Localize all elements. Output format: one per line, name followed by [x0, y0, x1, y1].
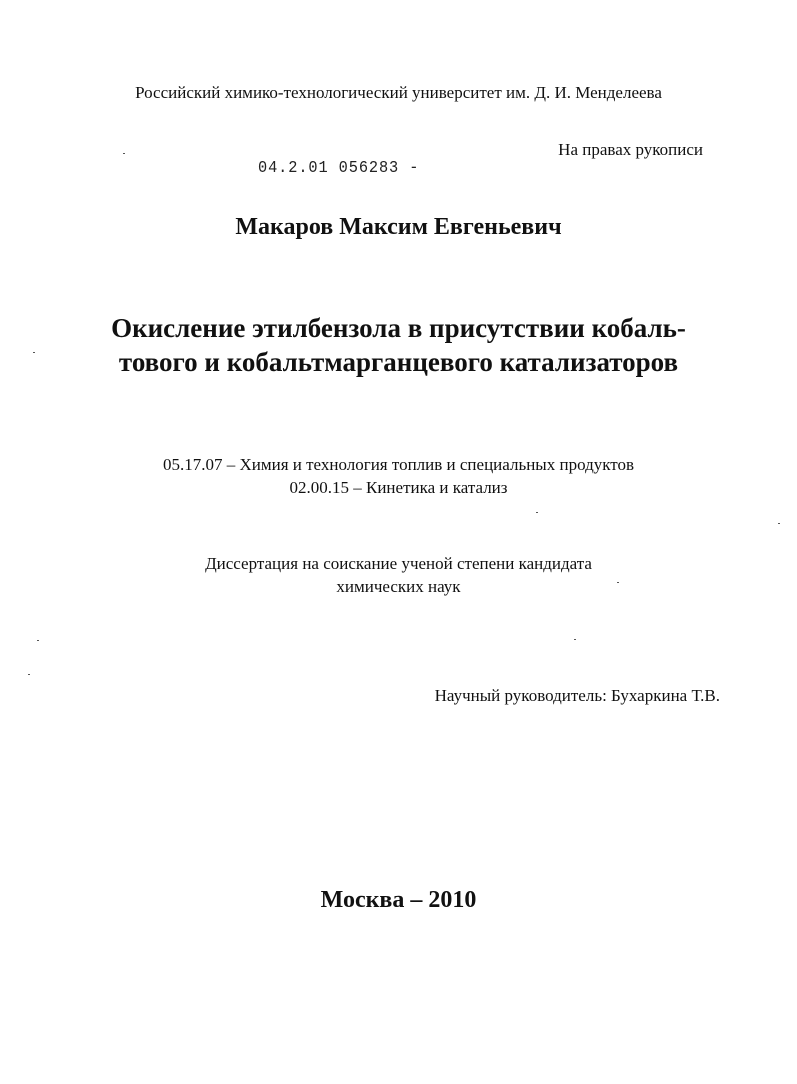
degree-line-1: Диссертация на соискание ученой степени кандидата	[205, 554, 592, 573]
specialty-line-1: 05.17.07 – Химия и технология топлив и специальных продуктов	[162, 455, 634, 474]
scientific-supervisor: Научный руководитель: Бухаркина Т.В.	[434, 686, 720, 705]
university-name: Российский химико-технологический университет им. Д. И. Менделеева	[135, 83, 662, 102]
degree-line-2: химических наук	[336, 577, 461, 596]
scan-speck	[37, 640, 39, 641]
scan-speck	[778, 523, 780, 524]
manuscript-rights-note: На правах рукописи	[558, 140, 703, 159]
title-line-2: тового и кобальтмарганцевого катализаторов	[118, 347, 679, 377]
scan-speck	[617, 582, 619, 583]
archive-stamp-number: 04.2.01 056283 -	[258, 159, 420, 178]
scan-speck	[536, 512, 538, 513]
city-and-year: Москва – 2010	[320, 887, 477, 913]
scan-speck	[123, 153, 125, 154]
title-line-1: Окисление этилбензола в присутствии кобаль-	[111, 313, 686, 343]
author-name: Макаров Максим Евгеньевич	[235, 214, 562, 240]
specialty-codes	[0, 453, 797, 499]
dissertation-title	[0, 311, 797, 379]
scan-speck	[33, 352, 35, 353]
scan-speck	[574, 639, 576, 640]
specialty-line-2: 02.00.15 – Кинетика и катализ	[289, 478, 508, 497]
dissertation-degree	[0, 552, 797, 598]
scan-speck	[28, 674, 30, 675]
